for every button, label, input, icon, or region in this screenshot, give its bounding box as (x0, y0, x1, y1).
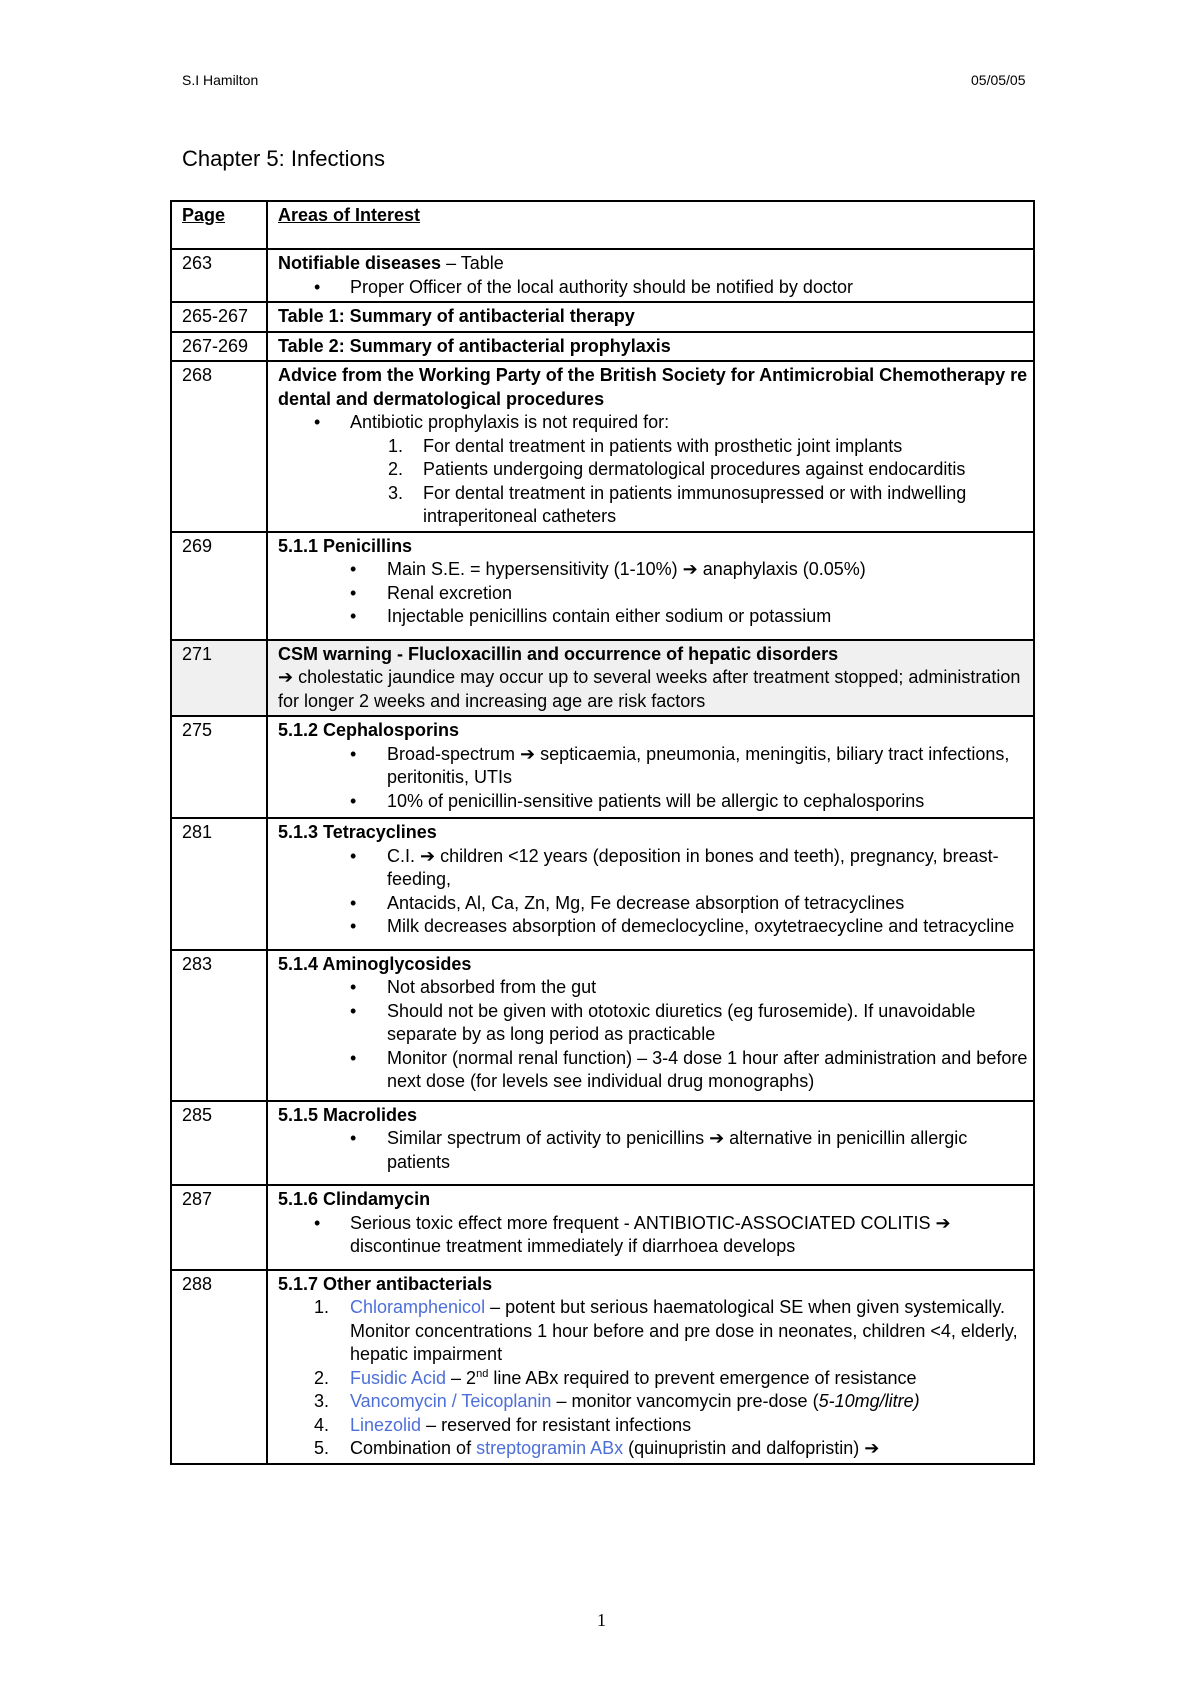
row-title: 5.1.5 Macrolides (278, 1104, 418, 1125)
list-item: 1. Chloramphenicol – potent but serious haematological SE when given systemically. Monitor concentrations 1 hour before and pre dose in neonates, children <4, elderly, hepatic impairment (314, 1297, 1018, 1364)
drug-name: Vancomycin / Teicoplanin (350, 1391, 552, 1411)
table-row (171, 532, 1034, 640)
drug-name: Chloramphenicol (350, 1297, 486, 1317)
row-title: Notifiable diseases (278, 253, 442, 273)
page-cell: 283 (171, 950, 267, 1101)
page-cell: 263 (171, 249, 267, 302)
row-title: 5.1.2 Cephalosporins (278, 720, 460, 740)
list-item: 5. Combination of streptogramin ABx (quinupristin and dalfopristin) ➔ (314, 1438, 880, 1458)
table-row (171, 716, 1034, 818)
page-cell: 285 (171, 1101, 267, 1186)
row-title: 5.1.3 Tetracyclines (278, 822, 437, 842)
page-cell: 288 (171, 1270, 267, 1464)
list-item: • Main S.E. = hypersensitivity (1-10%) ➔ anaphylaxis (0.05%) (278, 558, 1029, 582)
header-date: 05/05/05 (971, 72, 1026, 88)
list-item: • Similar spectrum of activity to penicillins ➔ alternative in penicillin allergic patients (278, 1127, 1029, 1174)
table-row (171, 818, 1034, 950)
drug-name: Linezolid (350, 1414, 422, 1435)
header-areas: Areas of Interest (278, 205, 421, 225)
table-row (171, 249, 1034, 302)
row-title: Table 2: Summary of antibacterial prophylaxis (278, 335, 671, 356)
list-item: • Antacids, Al, Ca, Zn, Mg, Fe decrease absorption of tetracyclines (278, 892, 1029, 916)
list-item: • C.I. ➔ children <12 years (deposition in bones and teeth), pregnancy, breast-feeding, (278, 845, 1029, 892)
row-title: 5.1.6 Clindamycin (278, 1189, 431, 1209)
row-title: 5.1.4 Aminoglycosides (278, 953, 472, 974)
table-row (171, 1185, 1034, 1270)
list-item: 2. Patients undergoing dermatological procedures against endocarditis (388, 459, 966, 479)
list-item: • Milk decreases absorption of demeclocycline, oxytetraecycline and tetracycline (278, 915, 1029, 939)
list-item: • Monitor (normal renal function) – 3-4 dose 1 hour after administration and before next dose (for levels see individual drug monographs) (278, 1047, 1029, 1094)
table-row (171, 640, 1034, 717)
list-item: • Broad-spectrum ➔ septicaemia, pneumonia, meningitis, biliary tract infections, peritonitis, UTIs (278, 743, 1029, 790)
row-title: CSM warning - Flucloxacillin and occurrence of hepatic disorders (278, 643, 839, 664)
drug-name: Fusidic Acid (350, 1367, 447, 1388)
row-title-suffix: – Table (441, 253, 504, 273)
table-row (171, 1101, 1034, 1186)
page-cell: 269 (171, 532, 267, 640)
table-row (171, 302, 1034, 332)
page-cell: 275 (171, 716, 267, 818)
row-title: Advice from the Working Party of the British Society for Antimicrobial Chemotherapy re dental and dermatological procedures (278, 365, 1028, 409)
table-row (171, 332, 1034, 362)
header-author: S.I Hamilton (182, 72, 259, 88)
list-item: • Injectable penicillins contain either sodium or potassium (278, 605, 1029, 629)
page-cell: 268 (171, 361, 267, 532)
list-item: 3. For dental treatment in patients immunosupressed or with indwelling intraperitoneal catheters (388, 482, 967, 526)
page-number: 1 (597, 1610, 606, 1630)
list-item: • 10% of penicillin-sensitive patients will be allergic to cephalosporins (278, 790, 1029, 814)
list-item: • Antibiotic prophylaxis is not required for: (278, 411, 1029, 435)
list-item: 4. Linezolid – reserved for resistant infections (314, 1414, 692, 1435)
table-row (171, 950, 1034, 1101)
row-title: Table 1: Summary of antibacterial therapy (278, 306, 635, 326)
table-row (171, 1270, 1034, 1464)
row-title: 5.1.7 Other antibacterials (278, 1273, 493, 1294)
list-item: • Should not be given with ototoxic diuretics (eg furosemide). If unavoidable separate by as long period as practicable (278, 1000, 1029, 1047)
list-item: • Proper Officer of the local authority should be notified by doctor (278, 276, 1029, 300)
list-item: • Not absorbed from the gut (278, 976, 1029, 1000)
list-item: • Renal excretion (278, 582, 1029, 606)
page-cell: 281 (171, 818, 267, 950)
row-title: 5.1.1 Penicillins (278, 535, 413, 556)
chapter-title: Chapter 5: Infections (182, 146, 386, 171)
list-item: 2. Fusidic Acid – 2nd line ABx required to prevent emergence of resistance (314, 1367, 917, 1388)
row-text: ➔ cholestatic jaundice may occur up to several weeks after treatment stopped; administration for longer 2 weeks and increasing age are risk factors (278, 667, 1021, 711)
areas-table (170, 200, 1035, 1465)
list-item: • Serious toxic effect more frequent - ANTIBIOTIC-ASSOCIATED COLITIS ➔ discontinue treatment immediately if diarrhoea develops (278, 1212, 1029, 1259)
list-item: 1. For dental treatment in patients with prosthetic joint implants (388, 435, 903, 456)
page-cell: 271 (171, 640, 267, 717)
drug-name: streptogramin ABx (476, 1438, 624, 1458)
list-item: 3. Vancomycin / Teicoplanin – monitor vancomycin pre-dose (5-10mg/litre) (314, 1391, 920, 1411)
table-row (171, 361, 1034, 532)
table-header-row (171, 201, 1034, 249)
page-cell: 265-267 (171, 302, 267, 332)
page-cell: 267-269 (171, 332, 267, 362)
page-cell: 287 (171, 1185, 267, 1270)
header-page: Page (182, 205, 226, 225)
